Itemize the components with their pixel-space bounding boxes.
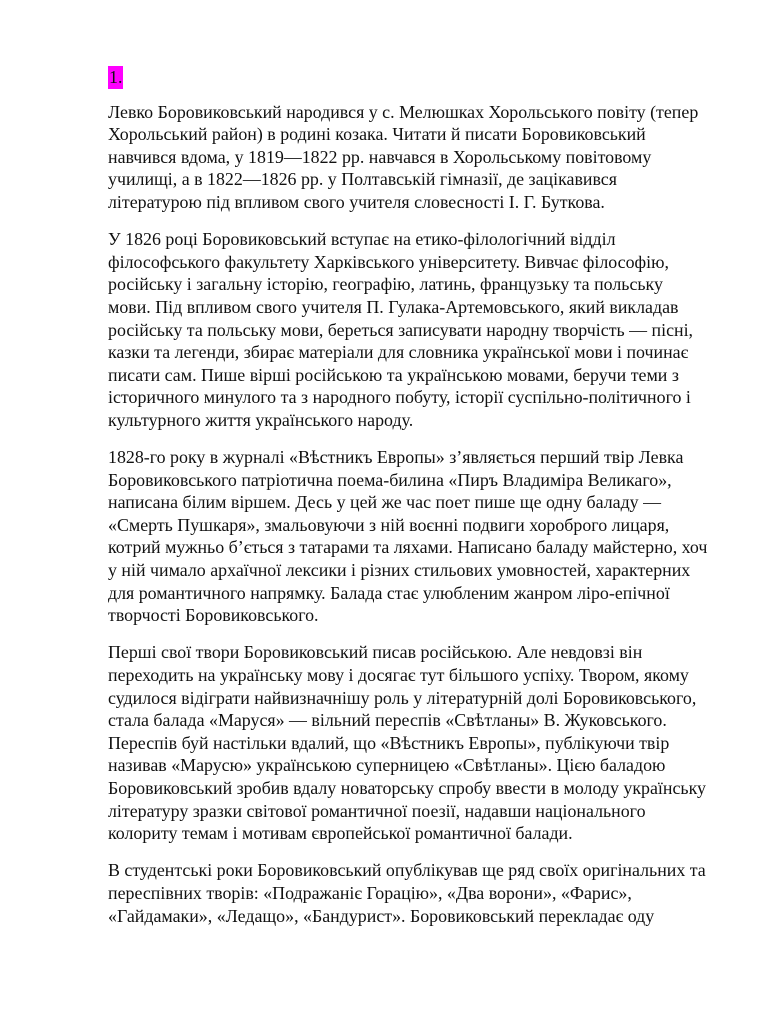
- heading-row: [108, 66, 708, 89]
- paragraph-2: У 1826 році Боровиковський вступає на етико-філологічний відділ філософського факультету Харківського університету. Вивчає філософію, російську і загальну історію, географію, латинь, французьку та польську мови. Під впливом свого учителя П. Гулака-Артемовського, який викладав російську та польську мови, береться записувати народну творчість — пісні, казки та легенди, збирає матеріали для словника української мови і починає писати сам. Пише вірші російською та українською мовами, беручи теми з історичного минулого та з народного побуту, історії суспільно-політичного і культурного життя українського народу.: [108, 229, 694, 430]
- paragraph-1: Левко Боровиковський народився у с. Мелюшках Хорольського повіту (тепер Хорольський район) в родині козака. Читати й писати Боровиковський навчився вдома, у 1819—1822 рр. навчався в Хорольському повітовому училищі, а в 1822—1826 рр. у Полтавській гімназії, де зацікавився літературою під впливом свого учителя словесності І. Г. Буткова.: [108, 101, 699, 212]
- paragraph-4: Перші свої твори Боровиковський писав російською. Але невдовзі він переходить на українську мову і досягає тут більшого успіху. Твором, якому судилося відіграти найвизначнішу роль у літературній долі Боровиковського, стала балада «Маруся» — вільний переспів «Свѣтланы» В. Жуковського. Переспів буй настільки вдалий, що «Вѣстникъ Европы», публікуючи твір називав «Марусю» українською суперницею «Свѣтланы». Цією баладою Боровиковський зробив вдалу новаторську спробу ввести в молоду українську літературу зразки світової романтичної поезії, надавши національного колориту темам і мотивам європейської романтичної балади.: [108, 642, 706, 844]
- paragraph-5: В студентські роки Боровиковський опублікував ще ряд своїх оригінальних та переспівних творів: «Подражаніє Горацію», «Два ворони», «Фарис», «Гайдамаки», «Ледащо», «Бандурист». Боровиковський перекладає оду: [108, 860, 706, 926]
- paragraph-3: 1828-го року в журналі «Вѣстникъ Европы» з’являється перший твір Левка Боровиковського патріотична поема-билина «Пиръ Владиміра Великаго», написана білим віршем. Десь у цей же час поет пише ще одну баладу — «Смерть Пушкаря», змальовуючи з ній воєнні подвиги хороброго лицаря, котрий мужньо б’ється з татарами та ляхами. Написано баладу майстерно, хоч у ній чимало архаїчної лексики і різних стильових умовностей, характерних для романтичного напрямку. Балада стає улюбленим жанром ліро-епічної творчості Боровиковського.: [108, 447, 708, 626]
- section-number-highlight: 1.: [109, 67, 123, 87]
